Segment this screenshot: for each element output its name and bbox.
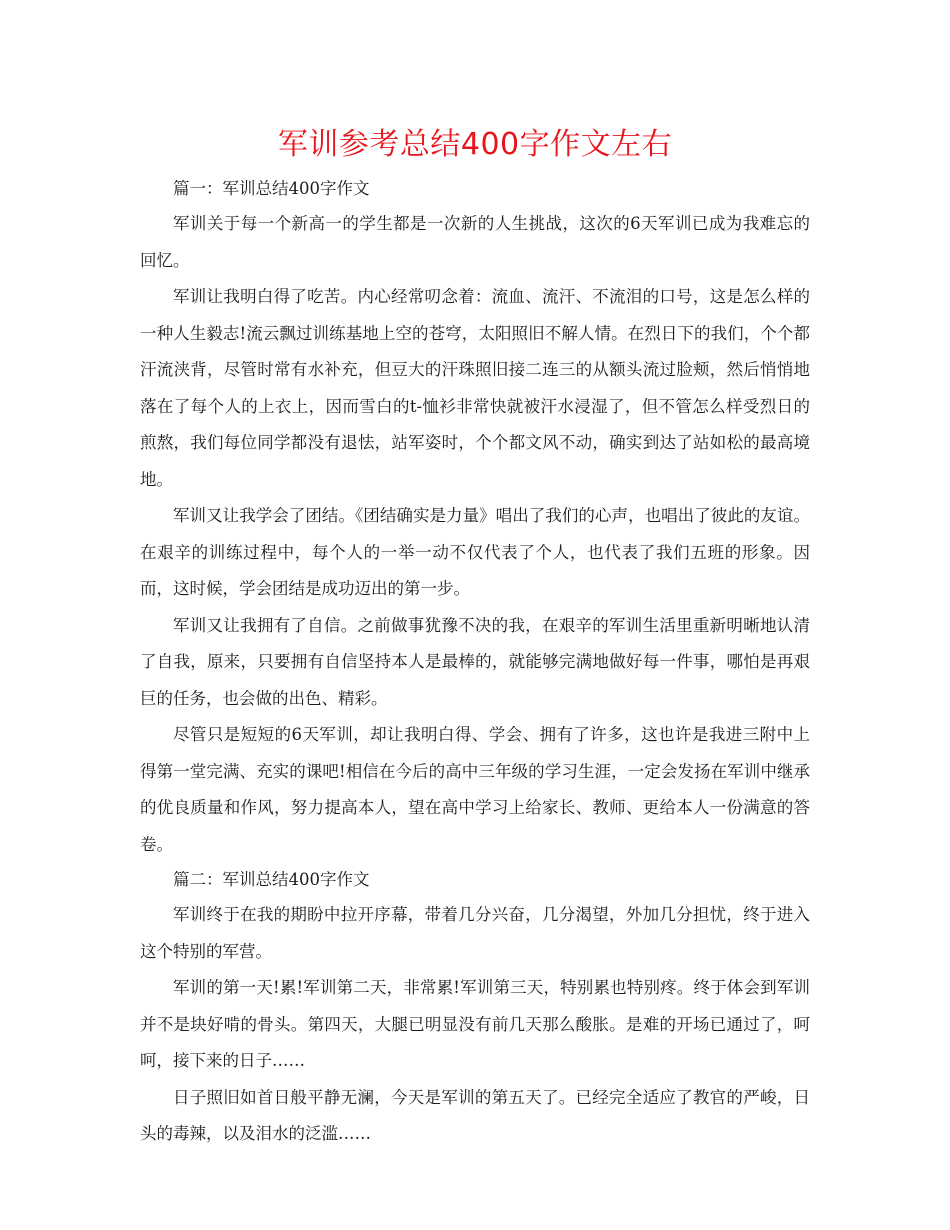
- section-heading: 篇一：军训总结400字作文: [173, 179, 370, 198]
- paragraph: 军训又让我学会了团结。《团结确实是力量》唱出了我们的心声，也唱出了彼此的友谊。在艰辛的训练过程中，每个人的一举一动不仅代表了个人，也代表了我们五班的形象。因而，这时候，学会团结是成功迈出的第一步。: [140, 506, 810, 598]
- document-title: 军训参考总结400字作文左右: [277, 127, 673, 162]
- section-1: [140, 172, 810, 863]
- document-page: [140, 122, 810, 1153]
- paragraph: 军训终于在我的期盼中拉开序幕，带着几分兴奋，几分渴望，外加几分担忧，终于进入这个特别的军营。: [140, 905, 810, 961]
- paragraph: 军训的第一天!累!军训第二天，非常累!军训第三天，特别累也特别疼。终于体会到军训并不是块好啃的骨头。第四天，大腿已明显没有前几天那么酸胀。是难的开场已通过了，呵呵，接下来的日子……: [140, 978, 810, 1070]
- paragraph: 军训关于每一个新高一的学生都是一次新的人生挑战，这次的6天军训已成为我难忘的回忆。: [140, 214, 810, 270]
- paragraph: 军训又让我拥有了自信。之前做事犹豫不决的我，在艰辛的军训生活里重新明晰地认清了自我，原来，只要拥有自信坚持本人是最棒的，就能够完满地做好每一件事，哪怕是再艰巨的任务，也会做的出色、精彩。: [140, 615, 810, 708]
- paragraph: 日子照旧如首日般平静无澜，今天是军训的第五天了。已经完全适应了教官的严峻，日头的毒辣，以及泪水的泛滥……: [140, 1087, 810, 1143]
- section-heading: 篇二：军训总结400字作文: [173, 870, 370, 889]
- section-2: [140, 863, 810, 1153]
- paragraph: 尽管只是短短的6天军训，却让我明白得、学会、拥有了许多，这也许是我进三附中上得第一堂完满、充实的课吧!相信在今后的高中三年级的学习生涯，一定会发扬在军训中继承的优良质量和作风，努力提高本人，望在高中学习上给家长、教师、更给本人一份满意的答卷。: [140, 725, 810, 854]
- paragraph: 军训让我明白得了吃苦。内心经常叨念着：流血、流汗、不流泪的口号，这是怎么样的一种人生毅志!流云飘过训练基地上空的苍穹，太阳照旧不解人情。在烈日下的我们，个个都汗流浃背，尽管时常有水补充，但豆大的汗珠照旧接二连三的从额头流过脸颊，然后悄悄地落在了每个人的上衣上，因而雪白的t-恤衫非常快就被汗水浸湿了，但不管怎么样受烈日的煎熬，我们每位同学都没有退怯，站军姿时，个个都文风不动，确实到达了站如松的最高境地。: [140, 287, 810, 489]
